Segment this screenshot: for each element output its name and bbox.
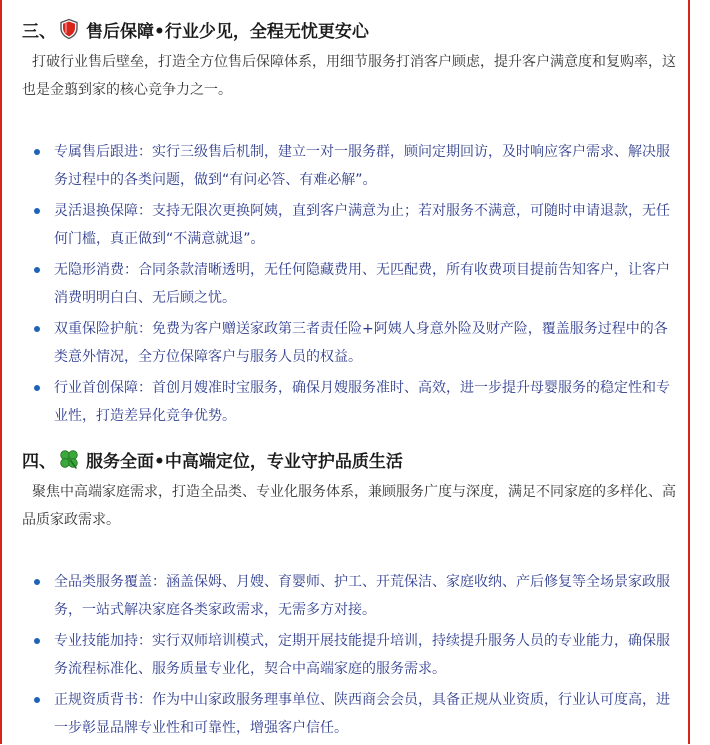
- article-content: [22, 12, 680, 745]
- list-item: [54, 374, 680, 430]
- list-item: [54, 686, 680, 742]
- list-item: [54, 315, 680, 371]
- list-item-text: 无隐形消费：合同条款清晰透明，无任何隐藏费用、无匹配费，所有收费项目提前告知客户，让客户消费明明白白、无后顾之忧。: [54, 262, 670, 306]
- spacer: [22, 104, 680, 138]
- list-item-text: 灵活退换保障：支持无限次更换阿姨，直到客户满意为止；若对服务不满意，可随时申请退款，无任何门槛，真正做到“不满意就退”。: [54, 203, 670, 247]
- bullet-icon: [34, 385, 40, 391]
- clover-icon: [58, 448, 80, 470]
- section-heading-full-service: [22, 442, 680, 476]
- bullet-icon: [34, 579, 40, 585]
- section-heading-after-sales: [22, 12, 680, 46]
- section-intro: 打破行业售后壁垒，打造全方位售后保障体系，用细节服务打消客户顾虑，提升客户满意度和复购率，这也是金翦到家的核心竞争力之一。: [22, 54, 676, 98]
- list-item: [54, 627, 680, 683]
- list-item: [54, 197, 680, 253]
- list-item-text: 行业首创保障：首创月嫂准时宝服务，确保月嫂服务准时、高效，进一步提升母婴服务的稳定性和专业性，打造差异化竞争优势。: [54, 380, 670, 424]
- list-item: [54, 568, 680, 624]
- list-item: [54, 256, 680, 312]
- list-item-text: 正规资质背书：作为中山家政服务理事单位、陕西商会会员，具备正规从业资质，行业认可度高，进一步彰显品牌专业性和可靠性，增强客户信任。: [54, 692, 670, 736]
- section-after-sales: [22, 12, 680, 430]
- shield-icon: [58, 18, 80, 40]
- left-border-rule: [0, 0, 2, 744]
- right-border-rule: [688, 0, 690, 744]
- list-item-text: 专业技能加持：实行双师培训模式，定期开展技能提升培训，持续提升服务人员的专业能力，确保服务流程标准化、服务质量专业化，契合中高端家庭的服务需求。: [54, 633, 670, 677]
- bullet-icon: [34, 149, 40, 155]
- section-title: 售后保障•行业少见，全程无忧更安心: [86, 21, 369, 42]
- bullet-icon: [34, 267, 40, 273]
- section-full-service: [22, 442, 680, 742]
- list-item-text: 全品类服务覆盖：涵盖保姆、月嫂、育婴师、护工、开荒保洁、家庭收纳、产后修复等全场景家政服务，一站式解决家庭各类家政需求，无需多方对接。: [54, 574, 670, 618]
- list-item: [54, 138, 680, 194]
- feature-list: [22, 138, 680, 430]
- bullet-icon: [34, 638, 40, 644]
- section-number: 三、: [22, 21, 56, 42]
- list-item-text: 专属售后跟进：实行三级售后机制，建立一对一服务群，顾问定期回访，及时响应客户需求、解决服务过程中的各类问题，做到“有问必答、有难必解”。: [54, 144, 670, 188]
- section-title: 服务全面•中高端定位，专业守护品质生活: [86, 451, 403, 472]
- bullet-icon: [34, 697, 40, 703]
- section-intro: 聚焦中高端家庭需求，打造全品类、专业化服务体系，兼顾服务广度与深度，满足不同家庭的多样化、高品质家政需求。: [22, 484, 676, 528]
- feature-list: [22, 568, 680, 742]
- list-item-text: 双重保险护航：免费为客户赠送家政第三者责任险+阿姨人身意外险及财产险，覆盖服务过程中的各类意外情况，全方位保障客户与服务人员的权益。: [54, 321, 668, 365]
- spacer: [22, 534, 680, 568]
- section-number: 四、: [22, 451, 56, 472]
- bullet-icon: [34, 326, 40, 332]
- bullet-icon: [34, 208, 40, 214]
